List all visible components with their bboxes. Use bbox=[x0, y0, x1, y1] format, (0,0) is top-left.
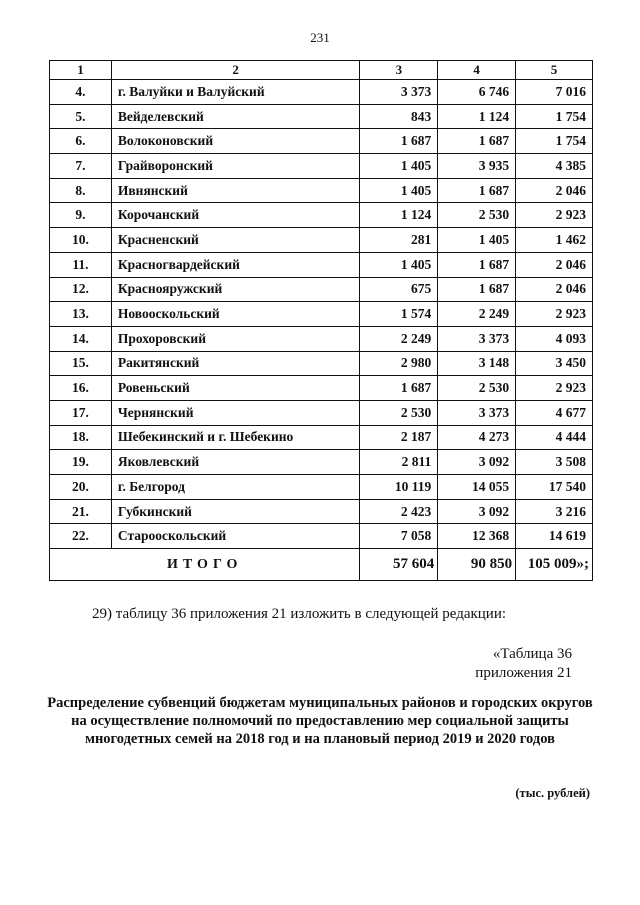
row-value-2019: 1 124 bbox=[438, 104, 516, 129]
row-value-2019: 2 249 bbox=[438, 302, 516, 327]
subvention-table bbox=[49, 60, 593, 581]
row-number: 9. bbox=[50, 203, 112, 228]
row-value-2018: 10 119 bbox=[360, 475, 438, 500]
table-row bbox=[50, 425, 593, 450]
row-value-2020: 3 216 bbox=[516, 499, 593, 524]
table-row bbox=[50, 326, 593, 351]
table-row bbox=[50, 154, 593, 179]
row-number: 6. bbox=[50, 129, 112, 154]
table-row bbox=[50, 252, 593, 277]
column-header: 1 bbox=[50, 61, 112, 80]
row-value-2020: 1 754 bbox=[516, 129, 593, 154]
row-number: 11. bbox=[50, 252, 112, 277]
row-value-2018: 1 405 bbox=[360, 252, 438, 277]
row-value-2019: 3 148 bbox=[438, 351, 516, 376]
table-row bbox=[50, 104, 593, 129]
table-row bbox=[50, 302, 593, 327]
row-value-2018: 7 058 bbox=[360, 524, 438, 549]
row-number: 15. bbox=[50, 351, 112, 376]
row-district: Губкинский bbox=[111, 499, 360, 524]
row-value-2019: 1 687 bbox=[438, 178, 516, 203]
column-header: 2 bbox=[111, 61, 360, 80]
table-row bbox=[50, 524, 593, 549]
table-row bbox=[50, 400, 593, 425]
row-value-2018: 1 124 bbox=[360, 203, 438, 228]
table-row bbox=[50, 376, 593, 401]
row-value-2019: 3 935 bbox=[438, 154, 516, 179]
row-number: 22. bbox=[50, 524, 112, 549]
table-row bbox=[50, 178, 593, 203]
table-reference bbox=[475, 645, 572, 683]
row-number: 12. bbox=[50, 277, 112, 302]
row-district: Волоконовский bbox=[111, 129, 360, 154]
row-value-2018: 2 187 bbox=[360, 425, 438, 450]
row-district: г. Валуйки и Валуйский bbox=[111, 80, 360, 105]
table-row bbox=[50, 277, 593, 302]
row-value-2018: 675 bbox=[360, 277, 438, 302]
row-value-2018: 281 bbox=[360, 228, 438, 253]
row-district: Красненский bbox=[111, 228, 360, 253]
table-reference-line: «Таблица 36 bbox=[492, 646, 572, 662]
document-title: Распределение субвенций бюджетам муниципальных районов и городских округов на осуществление полномочий по предоставлению мер социальной защиты многодетных семей на 2018 год и на плановый период 2019 и 2020 годов bbox=[47, 695, 593, 747]
row-district: Новооскольский bbox=[111, 302, 360, 327]
row-value-2020: 14 619 bbox=[516, 524, 593, 549]
total-label: ИТОГО bbox=[50, 549, 360, 581]
row-number: 13. bbox=[50, 302, 112, 327]
row-value-2018: 1 574 bbox=[360, 302, 438, 327]
row-district: Ровеньский bbox=[111, 376, 360, 401]
table-row bbox=[50, 351, 593, 376]
total-row bbox=[50, 549, 593, 581]
row-number: 8. bbox=[50, 178, 112, 203]
table-row bbox=[50, 228, 593, 253]
table-row bbox=[50, 80, 593, 105]
row-value-2019: 1 687 bbox=[438, 277, 516, 302]
row-district: Яковлевский bbox=[111, 450, 360, 475]
row-value-2019: 1 687 bbox=[438, 129, 516, 154]
row-number: 21. bbox=[50, 499, 112, 524]
row-value-2018: 3 373 bbox=[360, 80, 438, 105]
row-value-2020: 1 462 bbox=[516, 228, 593, 253]
table-row bbox=[50, 450, 593, 475]
row-district: Краснояружский bbox=[111, 277, 360, 302]
row-value-2019: 2 530 bbox=[438, 203, 516, 228]
row-district: Грайворонский bbox=[111, 154, 360, 179]
row-value-2019: 3 373 bbox=[438, 400, 516, 425]
row-value-2019: 2 530 bbox=[438, 376, 516, 401]
row-value-2019: 3 373 bbox=[438, 326, 516, 351]
row-value-2018: 1 687 bbox=[360, 129, 438, 154]
row-value-2018: 1 687 bbox=[360, 376, 438, 401]
table-header-row bbox=[50, 61, 593, 80]
row-value-2020: 4 385 bbox=[516, 154, 593, 179]
row-value-2019: 3 092 bbox=[438, 450, 516, 475]
row-district: г. Белгород bbox=[111, 475, 360, 500]
row-district: Красногвардейский bbox=[111, 252, 360, 277]
row-value-2020: 17 540 bbox=[516, 475, 593, 500]
row-number: 14. bbox=[50, 326, 112, 351]
total-value-2020: 105 009»; bbox=[516, 549, 593, 581]
row-value-2019: 1 405 bbox=[438, 228, 516, 253]
page-number: 231 bbox=[310, 30, 330, 45]
row-value-2020: 4 444 bbox=[516, 425, 593, 450]
units-label: (тыс. рублей) bbox=[515, 786, 590, 800]
table-row bbox=[50, 203, 593, 228]
row-value-2019: 14 055 bbox=[438, 475, 516, 500]
row-number: 16. bbox=[50, 376, 112, 401]
row-value-2020: 2 923 bbox=[516, 302, 593, 327]
row-value-2019: 1 687 bbox=[438, 252, 516, 277]
row-number: 18. bbox=[50, 425, 112, 450]
row-value-2020: 3 450 bbox=[516, 351, 593, 376]
row-number: 17. bbox=[50, 400, 112, 425]
table-reference-line: приложения 21 bbox=[475, 665, 572, 681]
row-number: 5. bbox=[50, 104, 112, 129]
row-value-2019: 12 368 bbox=[438, 524, 516, 549]
row-district: Чернянский bbox=[111, 400, 360, 425]
row-number: 20. bbox=[50, 475, 112, 500]
row-value-2020: 3 508 bbox=[516, 450, 593, 475]
column-header: 5 bbox=[516, 61, 593, 80]
row-number: 7. bbox=[50, 154, 112, 179]
row-value-2020: 2 923 bbox=[516, 203, 593, 228]
total-value-2019: 90 850 bbox=[438, 549, 516, 581]
amendment-instruction: 29) таблицу 36 приложения 21 изложить в следующей редакции: bbox=[92, 606, 507, 622]
row-value-2019: 4 273 bbox=[438, 425, 516, 450]
row-district: Шебекинский и г. Шебекино bbox=[111, 425, 360, 450]
row-district: Прохоровский bbox=[111, 326, 360, 351]
row-value-2020: 2 046 bbox=[516, 277, 593, 302]
row-value-2018: 2 249 bbox=[360, 326, 438, 351]
row-number: 10. bbox=[50, 228, 112, 253]
row-value-2019: 6 746 bbox=[438, 80, 516, 105]
row-district: Старооскольский bbox=[111, 524, 360, 549]
row-value-2020: 7 016 bbox=[516, 80, 593, 105]
column-header: 4 bbox=[438, 61, 516, 80]
table-row bbox=[50, 499, 593, 524]
row-value-2020: 1 754 bbox=[516, 104, 593, 129]
row-district: Ракитянский bbox=[111, 351, 360, 376]
row-value-2018: 1 405 bbox=[360, 154, 438, 179]
table-body bbox=[50, 80, 593, 549]
row-value-2019: 3 092 bbox=[438, 499, 516, 524]
row-value-2020: 2 046 bbox=[516, 252, 593, 277]
row-value-2018: 2 530 bbox=[360, 400, 438, 425]
row-number: 19. bbox=[50, 450, 112, 475]
row-district: Ивнянский bbox=[111, 178, 360, 203]
row-value-2020: 4 677 bbox=[516, 400, 593, 425]
row-value-2018: 2 423 bbox=[360, 499, 438, 524]
row-district: Вейделевский bbox=[111, 104, 360, 129]
total-value-2018: 57 604 bbox=[360, 549, 438, 581]
row-value-2018: 843 bbox=[360, 104, 438, 129]
row-value-2018: 2 811 bbox=[360, 450, 438, 475]
row-number: 4. bbox=[50, 80, 112, 105]
table-row bbox=[50, 129, 593, 154]
row-value-2020: 4 093 bbox=[516, 326, 593, 351]
row-district: Корочанский bbox=[111, 203, 360, 228]
column-header: 3 bbox=[360, 61, 438, 80]
row-value-2020: 2 046 bbox=[516, 178, 593, 203]
row-value-2018: 2 980 bbox=[360, 351, 438, 376]
row-value-2020: 2 923 bbox=[516, 376, 593, 401]
table-row bbox=[50, 475, 593, 500]
row-value-2018: 1 405 bbox=[360, 178, 438, 203]
